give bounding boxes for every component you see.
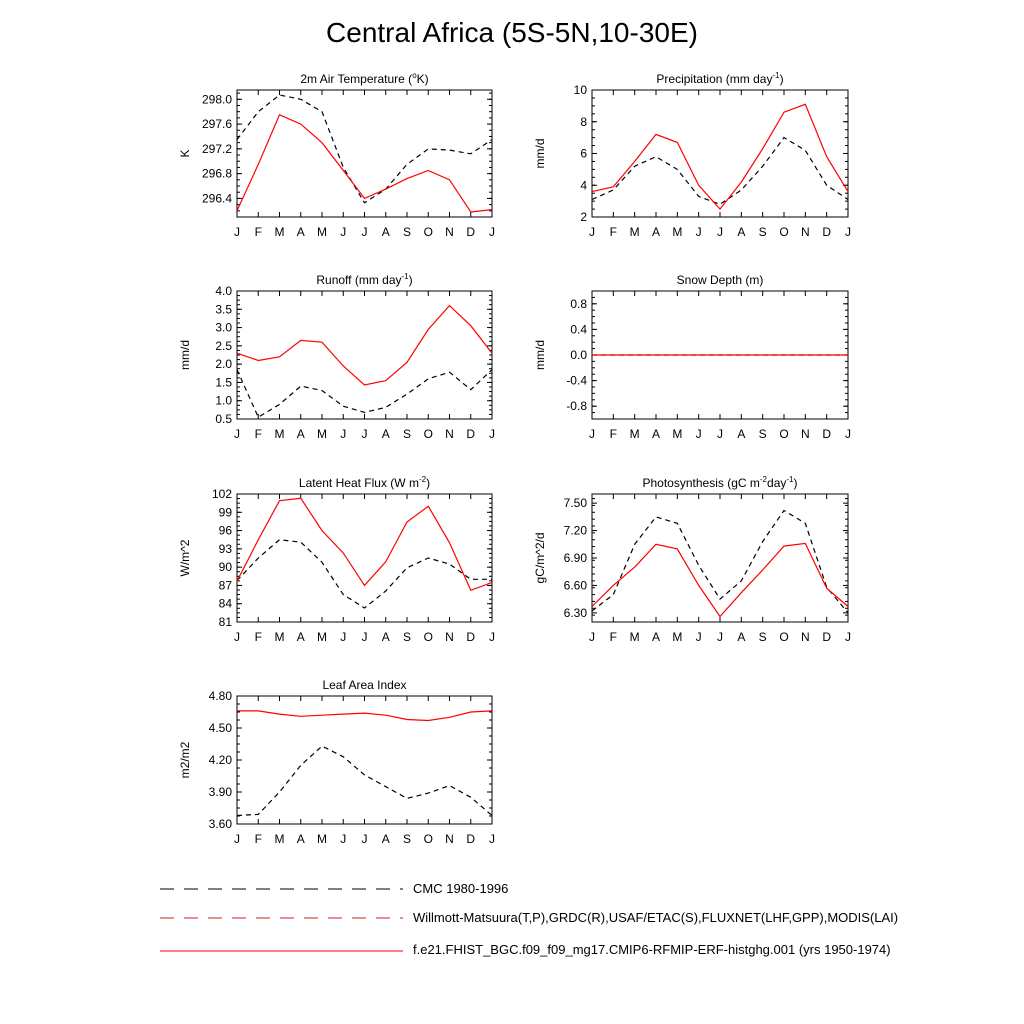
x-tick-label: J bbox=[845, 630, 851, 644]
y-tick-label: 4 bbox=[580, 178, 587, 193]
x-tick-label: F bbox=[254, 225, 262, 239]
x-tick-label: D bbox=[822, 427, 832, 441]
x-tick-label: A bbox=[381, 832, 390, 846]
x-tick-label: M bbox=[274, 427, 285, 441]
series-line-model bbox=[592, 104, 848, 209]
x-tick-label: A bbox=[651, 427, 661, 441]
series-line-obs bbox=[592, 138, 848, 205]
x-tick-label: J bbox=[695, 630, 702, 644]
y-tick-label: 4.80 bbox=[208, 689, 232, 703]
chart-panel-0 bbox=[178, 71, 495, 239]
x-tick-label: N bbox=[800, 630, 810, 644]
x-tick-label: F bbox=[254, 630, 262, 644]
x-tick-label: J bbox=[589, 630, 595, 644]
series-line-model bbox=[237, 711, 492, 721]
x-tick-label: J bbox=[845, 225, 851, 239]
x-tick-label: M bbox=[274, 630, 285, 644]
series-line-model bbox=[237, 306, 492, 385]
x-tick-label: J bbox=[489, 832, 495, 846]
x-tick-label: J bbox=[361, 832, 368, 846]
y-tick-label: 3.90 bbox=[208, 785, 232, 799]
y-tick-label: 84 bbox=[218, 596, 232, 611]
y-tick-label: 4.0 bbox=[215, 284, 232, 298]
y-tick-label: 3.5 bbox=[215, 302, 232, 317]
x-tick-label: O bbox=[779, 225, 789, 239]
y-tick-label: 6.30 bbox=[563, 605, 587, 620]
x-tick-label: J bbox=[589, 225, 595, 239]
x-tick-label: M bbox=[317, 630, 327, 644]
x-tick-label: O bbox=[423, 832, 433, 846]
chart-panel-6 bbox=[178, 678, 495, 846]
x-tick-label: J bbox=[340, 832, 347, 846]
x-tick-label: J bbox=[361, 630, 368, 644]
x-tick-label: M bbox=[274, 832, 285, 846]
x-tick-label: J bbox=[717, 630, 723, 644]
x-tick-label: J bbox=[717, 427, 723, 441]
y-tick-label: 87 bbox=[218, 578, 232, 593]
series-line-model bbox=[592, 543, 848, 616]
legend-label-cmc: CMC 1980-1996 bbox=[413, 881, 509, 896]
x-tick-label: A bbox=[737, 225, 746, 239]
x-tick-label: S bbox=[402, 630, 412, 644]
y-axis-label: mm/d bbox=[533, 340, 547, 370]
x-tick-label: J bbox=[489, 630, 495, 644]
y-tick-label: 2.5 bbox=[215, 338, 232, 353]
x-tick-label: J bbox=[845, 427, 851, 441]
y-tick-label: 298.0 bbox=[201, 92, 232, 107]
x-tick-label: J bbox=[234, 225, 240, 239]
x-tick-label: D bbox=[822, 225, 832, 239]
y-tick-label: 297.6 bbox=[201, 117, 232, 132]
x-tick-label: F bbox=[609, 630, 618, 644]
x-tick-label: S bbox=[402, 427, 412, 441]
y-axis-label: W/m^2 bbox=[178, 539, 192, 577]
y-axis-label: gC/m^2/d bbox=[533, 532, 547, 584]
x-tick-label: J bbox=[340, 225, 347, 239]
chart-panel-5 bbox=[533, 475, 851, 644]
y-axis-label: m2/m2 bbox=[178, 741, 192, 779]
x-tick-label: N bbox=[445, 225, 454, 239]
plot-frame bbox=[237, 696, 492, 824]
x-tick-label: M bbox=[317, 427, 327, 441]
x-tick-label: O bbox=[423, 225, 433, 239]
legend-label-obs: Willmott-Matsuura(T,P),GRDC(R),USAF/ETAC(S),FLUXNET(LHF,GPP),MODIS(LAI) bbox=[413, 910, 899, 925]
y-tick-label: 8 bbox=[580, 114, 587, 129]
x-tick-label: S bbox=[402, 225, 412, 239]
panel-title: Snow Depth (m) bbox=[676, 273, 764, 287]
y-tick-label: 0.8 bbox=[570, 296, 587, 311]
y-tick-label: 0.4 bbox=[570, 322, 587, 337]
x-tick-label: M bbox=[672, 225, 683, 239]
x-tick-label: O bbox=[779, 427, 789, 441]
panel-title: Photosynthesis (gC $m^{-2}day^{-1}$) bbox=[642, 475, 798, 490]
chart-panel-3 bbox=[533, 273, 851, 441]
x-tick-label: J bbox=[489, 427, 495, 441]
x-tick-label: J bbox=[589, 427, 595, 441]
y-axis-label: mm/d bbox=[178, 340, 192, 370]
series-line-obs bbox=[237, 746, 492, 815]
x-tick-label: D bbox=[466, 630, 476, 644]
x-tick-label: N bbox=[445, 427, 454, 441]
y-tick-label: 3.0 bbox=[215, 320, 232, 335]
x-tick-label: A bbox=[381, 225, 390, 239]
x-tick-label: J bbox=[361, 427, 368, 441]
y-tick-label: 0.0 bbox=[570, 348, 587, 362]
y-tick-label: 2 bbox=[580, 210, 587, 224]
x-tick-label: S bbox=[758, 225, 767, 239]
series-line-model bbox=[237, 498, 492, 590]
x-tick-label: J bbox=[695, 225, 702, 239]
x-tick-label: A bbox=[296, 225, 305, 239]
y-tick-label: 99 bbox=[218, 505, 232, 520]
panel-title: Runoff (mm day$^{-1}$) bbox=[316, 272, 413, 287]
x-tick-label: M bbox=[274, 225, 285, 239]
x-tick-label: D bbox=[822, 630, 832, 644]
y-tick-label: 1.0 bbox=[215, 393, 232, 408]
x-tick-label: J bbox=[234, 427, 240, 441]
chart-panel-2 bbox=[178, 272, 495, 441]
y-tick-label: -0.4 bbox=[566, 373, 587, 388]
x-tick-label: N bbox=[445, 832, 454, 846]
panel-title: Latent Heat Flux (W $m^{-2}$) bbox=[298, 475, 431, 490]
y-tick-label: 6.90 bbox=[563, 551, 587, 565]
y-tick-label: -0.8 bbox=[566, 399, 587, 414]
chart-panel-1 bbox=[533, 71, 851, 239]
y-tick-label: 296.4 bbox=[201, 191, 232, 206]
panel-title: Leaf Area Index bbox=[322, 678, 407, 692]
x-tick-label: A bbox=[737, 427, 746, 441]
x-tick-label: S bbox=[758, 427, 767, 441]
y-tick-label: 102 bbox=[211, 487, 232, 501]
plot-frame bbox=[592, 90, 848, 217]
panel-title: Precipitation (mm day$^{-1}$) bbox=[656, 71, 784, 86]
series-line-obs bbox=[237, 540, 492, 608]
y-tick-label: 96 bbox=[218, 523, 232, 538]
x-tick-label: F bbox=[609, 427, 618, 441]
x-tick-label: J bbox=[695, 427, 702, 441]
x-tick-label: O bbox=[779, 630, 789, 644]
y-tick-label: 297.2 bbox=[201, 141, 232, 156]
x-tick-label: D bbox=[466, 427, 476, 441]
x-tick-label: M bbox=[672, 630, 683, 644]
x-tick-label: A bbox=[651, 225, 661, 239]
x-tick-label: J bbox=[340, 630, 347, 644]
y-tick-label: 6.60 bbox=[563, 578, 587, 593]
x-tick-label: J bbox=[340, 427, 347, 441]
y-tick-label: 90 bbox=[218, 560, 232, 575]
x-tick-label: A bbox=[296, 427, 305, 441]
x-tick-label: F bbox=[254, 832, 262, 846]
y-tick-label: 7.50 bbox=[563, 496, 587, 511]
y-tick-label: 93 bbox=[218, 541, 232, 556]
x-tick-label: O bbox=[423, 427, 433, 441]
chart-panel-4 bbox=[178, 475, 495, 644]
panel-title: 2m Air Temperature ($^o$K) bbox=[300, 71, 429, 86]
x-tick-label: A bbox=[296, 630, 305, 644]
series-line-obs bbox=[237, 370, 492, 418]
y-tick-label: 7.20 bbox=[563, 523, 587, 538]
x-tick-label: M bbox=[672, 427, 683, 441]
x-tick-label: M bbox=[317, 225, 327, 239]
x-tick-label: F bbox=[254, 427, 262, 441]
x-tick-label: J bbox=[717, 225, 723, 239]
x-tick-label: J bbox=[234, 630, 240, 644]
plot-frame bbox=[592, 494, 848, 622]
y-tick-label: 296.8 bbox=[201, 166, 232, 181]
x-tick-label: F bbox=[609, 225, 618, 239]
y-tick-label: 4.20 bbox=[208, 753, 232, 767]
x-tick-label: J bbox=[361, 225, 368, 239]
y-tick-label: 4.50 bbox=[208, 721, 232, 735]
y-axis-label: mm/d bbox=[533, 138, 547, 169]
x-tick-label: M bbox=[317, 832, 327, 846]
y-tick-label: 0.5 bbox=[215, 412, 232, 426]
x-tick-label: J bbox=[489, 225, 495, 239]
x-tick-label: S bbox=[402, 832, 412, 846]
x-tick-label: A bbox=[737, 630, 746, 644]
y-tick-label: 81 bbox=[218, 615, 232, 629]
x-tick-label: A bbox=[296, 832, 305, 846]
x-tick-label: M bbox=[629, 225, 640, 239]
x-tick-label: O bbox=[423, 630, 433, 644]
series-line-model bbox=[237, 115, 492, 212]
x-tick-label: A bbox=[651, 630, 661, 644]
y-tick-label: 3.60 bbox=[208, 817, 232, 831]
x-tick-label: M bbox=[629, 427, 640, 441]
series-line-obs bbox=[592, 511, 848, 613]
x-tick-label: N bbox=[800, 427, 810, 441]
figure-title: Central Africa (5S-5N,10-30E) bbox=[326, 17, 698, 48]
y-tick-label: 1.5 bbox=[215, 375, 232, 390]
x-tick-label: D bbox=[466, 225, 476, 239]
y-tick-label: 10 bbox=[573, 83, 587, 97]
x-tick-label: A bbox=[381, 630, 390, 644]
x-tick-label: J bbox=[234, 832, 240, 846]
legend-label-model: f.e21.FHIST_BGC.f09_f09_mg17.CMIP6-RFMIP-ERF-histghg.001 (yrs 1950-1974) bbox=[413, 942, 891, 957]
x-tick-label: M bbox=[629, 630, 640, 644]
x-tick-label: N bbox=[800, 225, 810, 239]
plot-frame bbox=[237, 494, 492, 622]
x-tick-label: S bbox=[758, 630, 767, 644]
y-tick-label: 6 bbox=[580, 146, 587, 161]
x-tick-label: A bbox=[381, 427, 390, 441]
y-tick-label: 2.0 bbox=[215, 357, 232, 372]
y-axis-label: K bbox=[178, 149, 192, 158]
x-tick-label: N bbox=[445, 630, 454, 644]
x-tick-label: D bbox=[466, 832, 476, 846]
